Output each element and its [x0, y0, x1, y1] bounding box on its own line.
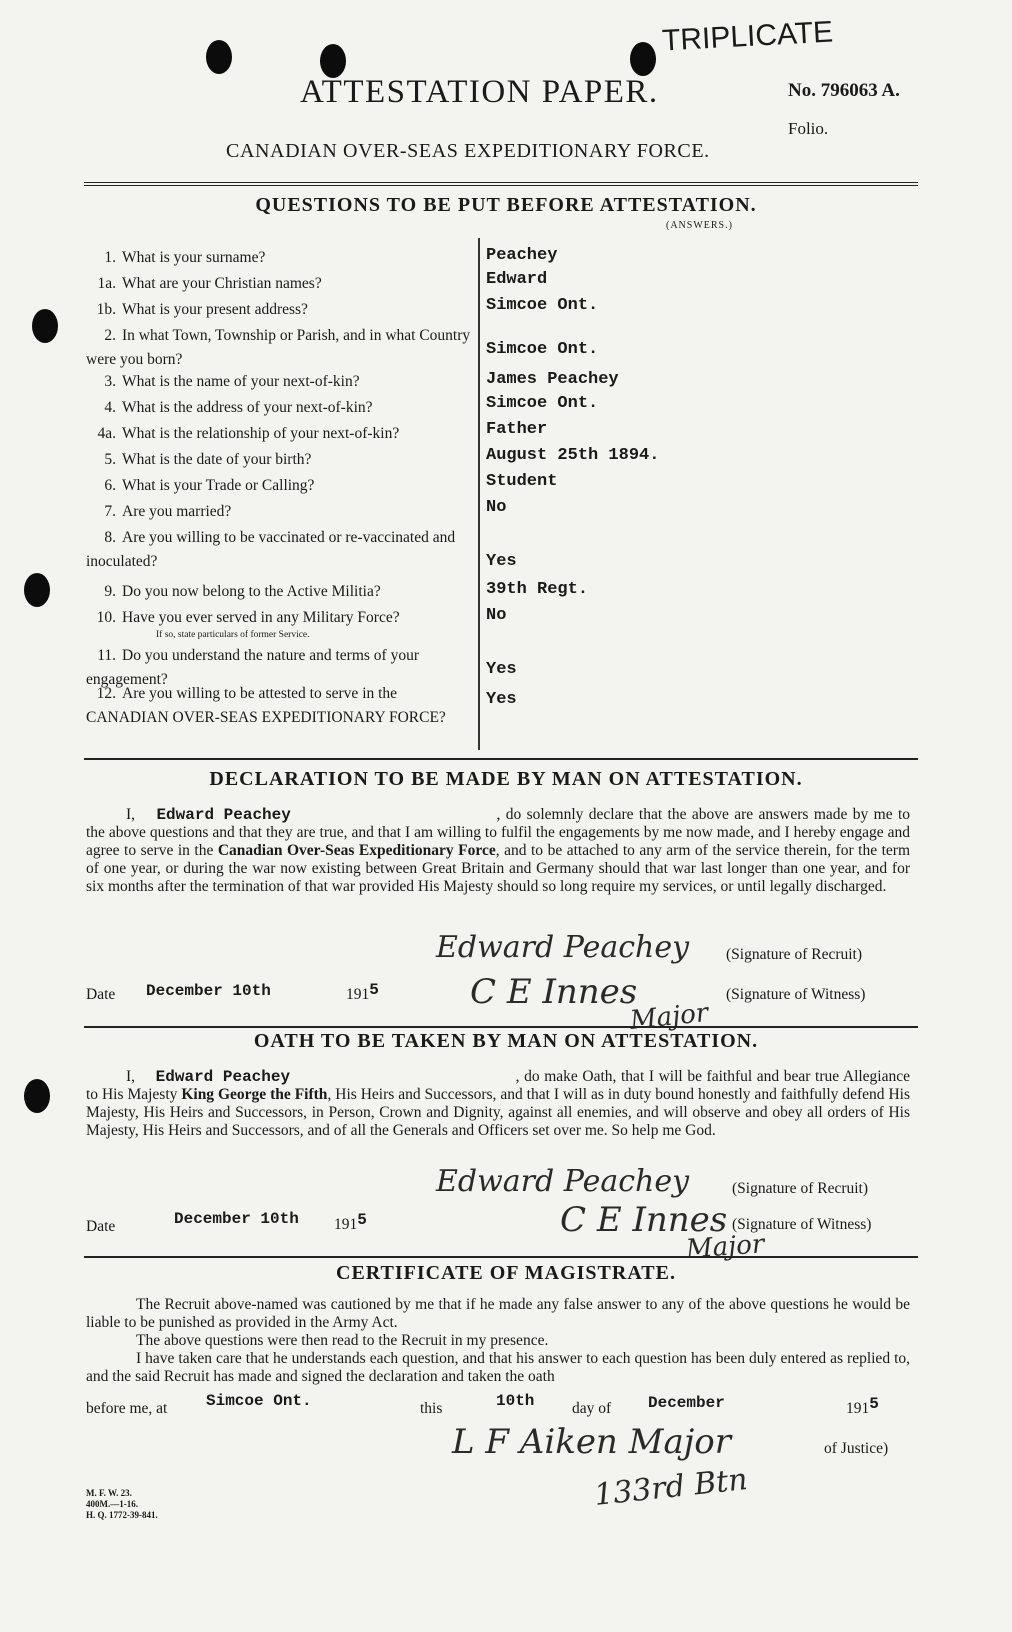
triplicate-stamp: TRIPLICATE: [661, 15, 834, 58]
question-text: What is the date of your birth?: [122, 451, 312, 468]
question-row: [86, 474, 480, 498]
question-number: 8.: [104, 529, 116, 546]
this-label: this: [420, 1400, 443, 1417]
regimental-number: No. 796063 A.: [788, 80, 900, 101]
question-number: 1a.: [97, 275, 116, 292]
question-text: Have you ever served in any Military Force?: [122, 609, 400, 626]
divider: [84, 182, 918, 186]
form-code: 400M.—1-16.: [86, 1499, 138, 1509]
certificate-text: The Recruit above-named was cautioned by me that if he made any false answer to any of the above questions he would be liable to be punished as provided in the Army Act. The above questions were then read to the Recruit in my presence. I have taken care that he understands each question, and that his answer to each question has been duly entered as replied to, and the said Recruit has made and signed the declaration and taken the oath: [86, 1296, 910, 1385]
declaration-witness-rank: Major: [628, 997, 710, 1037]
form-code: H. Q. 1772-39-841.: [86, 1510, 158, 1520]
oath-date-label: Date: [86, 1218, 116, 1235]
question-row: [86, 580, 480, 604]
question-answer: 39th Regt.: [486, 580, 589, 599]
punch-hole: [24, 573, 50, 607]
punch-hole: [206, 40, 232, 74]
question-text: What is your surname?: [122, 249, 266, 266]
question-row: [86, 272, 480, 296]
question-answer: Simcoe Ont.: [486, 296, 599, 315]
magistrate-unit: 133rd Btn: [592, 1462, 750, 1513]
declaration-text: I, Edward Peachey , do solemnly declare that the above are answers made by me to the above questions and that they are true, and that I am willing to fulfil the engagements by me now made, and I hereby engage and agree to serve in the Canadian Over-Seas Expeditionary Force, and to be attached to any arm of the service therein, for the term of one year, or during the war now existing between Great Britain and Germany should that war last longer than one year, and for six months after the termination of that war provided His Majesty should so long require my services, or until legally discharged.: [86, 806, 911, 895]
certificate-heading: CERTIFICATE OF MAGISTRATE.: [336, 1262, 676, 1284]
question-number: 10.: [96, 609, 116, 626]
oath-witness-rank: Major: [685, 1229, 766, 1265]
declaration-recruit-signature: Edward Peachey: [436, 930, 690, 965]
question-number: 6.: [104, 477, 116, 494]
magistrate-year: 1915: [846, 1395, 879, 1417]
declaration-date: December 10th: [146, 982, 271, 1000]
magistrate-signature: L F Aiken Major: [452, 1422, 731, 1462]
question-row: [86, 370, 480, 394]
question-number: 4.: [104, 399, 116, 416]
question-number: 3.: [104, 373, 116, 390]
question-number: 12.: [96, 685, 116, 702]
question-answer: No: [486, 498, 507, 517]
punch-hole: [630, 42, 656, 76]
oath-year: 1915: [334, 1211, 367, 1233]
question-number: 2.: [104, 327, 116, 344]
question-row: [86, 606, 480, 640]
question-text: Are you married?: [122, 503, 232, 520]
question-row: [86, 298, 480, 322]
question-text: What is the name of your next-of-kin?: [122, 373, 360, 390]
oath-recruit-signature: Edward Peachey: [436, 1164, 690, 1199]
witness-signature-label: (Signature of Witness): [726, 986, 866, 1003]
question-row: [86, 396, 480, 420]
form-code: M. F. W. 23.: [86, 1488, 132, 1498]
question-answer: Yes: [486, 552, 517, 571]
justice-label: of Justice): [824, 1440, 889, 1457]
question-answer: Simcoe Ont.: [486, 394, 599, 413]
magistrate-place: Simcoe Ont.: [206, 1392, 312, 1410]
question-note: If so, state particulars of former Service.: [156, 630, 310, 640]
before-me-label: before me, at: [86, 1400, 168, 1417]
declaration-name: Edward Peachey: [156, 806, 291, 824]
question-answer: Simcoe Ont.: [486, 340, 599, 359]
question-answer: No: [486, 606, 507, 625]
oath-witness-signature: C E Innes: [560, 1200, 728, 1240]
question-answer: August 25th 1894.: [486, 446, 660, 465]
question-row: [86, 324, 480, 372]
question-row: [86, 246, 480, 270]
question-answer: Edward: [486, 270, 548, 289]
question-answer: Yes: [486, 690, 517, 709]
punch-hole: [320, 44, 346, 78]
answers-label: (ANSWERS.): [666, 220, 733, 231]
folio-label: Folio.: [788, 119, 829, 138]
question-text: Do you understand the nature and terms of your engagement?: [86, 647, 420, 688]
punch-hole: [24, 1079, 50, 1113]
page-title: ATTESTATION PAPER.: [300, 74, 659, 110]
declaration-heading: DECLARATION TO BE MADE BY MAN ON ATTESTATION.: [209, 768, 803, 790]
question-number: 1.: [104, 249, 116, 266]
question-text: What is the relationship of your next-of-kin?: [122, 425, 400, 442]
oath-name: Edward Peachey: [155, 1068, 291, 1086]
question-text: Are you willing to be attested to serve in the CANADIAN OVER-SEAS EXPEDITIONARY FORCE?: [86, 685, 446, 726]
question-number: 7.: [104, 503, 116, 520]
question-answer: Student: [486, 472, 558, 491]
divider: [84, 1256, 918, 1258]
magistrate-day: 10th: [496, 1392, 535, 1410]
question-row: [86, 682, 480, 730]
question-text: What is the address of your next-of-kin?: [122, 399, 373, 416]
divider: [84, 758, 918, 760]
question-row: [86, 526, 480, 574]
questions-heading: QUESTIONS TO BE PUT BEFORE ATTESTATION.: [255, 194, 757, 216]
punch-hole: [32, 309, 58, 343]
question-text: In what Town, Township or Parish, and in what Country were you born?: [86, 327, 471, 368]
witness-signature-label: (Signature of Witness): [732, 1216, 872, 1233]
question-text: What is your present address?: [122, 301, 308, 318]
oath-date: December 10th: [174, 1210, 299, 1228]
question-answer: Yes: [486, 660, 517, 679]
question-text: Are you willing to be vaccinated or re-vaccinated and inoculated?: [86, 529, 456, 570]
question-answer: James Peachey: [486, 370, 619, 389]
declaration-year: 1915: [346, 981, 379, 1003]
question-number: 9.: [104, 583, 116, 600]
recruit-signature-label: (Signature of Recruit): [732, 1180, 869, 1197]
divider: [84, 1026, 918, 1028]
question-text: Do you now belong to the Active Militia?: [122, 583, 381, 600]
declaration-witness-signature: C E Innes: [470, 972, 638, 1012]
declaration-date-label: Date: [86, 986, 116, 1003]
question-answer: Father: [486, 420, 548, 439]
page-subtitle: CANADIAN OVER-SEAS EXPEDITIONARY FORCE.: [226, 140, 710, 162]
question-row: [86, 448, 480, 472]
question-answer: Peachey: [486, 246, 558, 265]
question-number: 11.: [97, 647, 116, 664]
magistrate-month: December: [648, 1394, 725, 1412]
question-number: 5.: [104, 451, 116, 468]
question-text: What are your Christian names?: [122, 275, 322, 292]
question-number: 1b.: [96, 301, 116, 318]
question-row: [86, 500, 480, 524]
oath-heading: OATH TO BE TAKEN BY MAN ON ATTESTATION.: [253, 1030, 759, 1052]
day-of-label: day of: [572, 1400, 612, 1417]
question-number: 4a.: [97, 425, 116, 442]
recruit-signature-label: (Signature of Recruit): [726, 946, 863, 963]
oath-text: I, Edward Peachey , do make Oath, that I will be faithful and bear true Allegiance to His Majesty King George the Fifth, His Heirs and Successors, and that I will as in duty bound honestly and faithfully defend His Majesty, His Heirs and Successors, in Person, Crown and Dignity, against all enemies, and will observe and obey all orders of His Majesty, His Heirs and Successors, and of all the Generals and Officers set over me. So help me God.: [86, 1068, 911, 1139]
question-row: [86, 422, 480, 446]
question-text: What is your Trade or Calling?: [122, 477, 315, 494]
